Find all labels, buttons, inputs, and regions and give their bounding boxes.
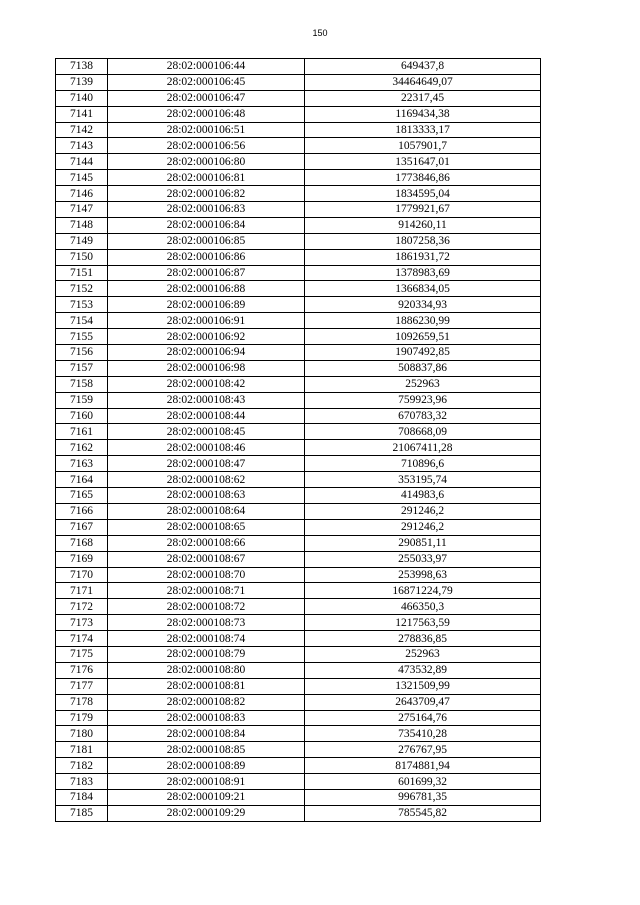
value-cell: 290851,11 bbox=[305, 535, 541, 551]
page-number: 150 bbox=[312, 28, 328, 38]
row-index-cell: 7177 bbox=[56, 678, 108, 694]
value-cell: 920334,93 bbox=[305, 297, 541, 313]
value-cell: 353195,74 bbox=[305, 472, 541, 488]
value-cell: 1351647,01 bbox=[305, 154, 541, 170]
row-index-cell: 7172 bbox=[56, 599, 108, 615]
table-row bbox=[56, 265, 541, 281]
cadastral-number-cell: 28:02:000108:89 bbox=[108, 758, 305, 774]
row-index-cell: 7183 bbox=[56, 774, 108, 790]
cadastral-number-cell: 28:02:000108:80 bbox=[108, 662, 305, 678]
table-row bbox=[56, 59, 541, 75]
row-index-cell: 7176 bbox=[56, 662, 108, 678]
cadastral-number-cell: 28:02:000106:81 bbox=[108, 170, 305, 186]
table-row bbox=[56, 567, 541, 583]
cadastral-number-cell: 28:02:000109:29 bbox=[108, 805, 305, 821]
value-cell: 22317,45 bbox=[305, 90, 541, 106]
cadastral-number-cell: 28:02:000108:85 bbox=[108, 742, 305, 758]
value-cell: 1834595,04 bbox=[305, 186, 541, 202]
cadastral-number-cell: 28:02:000108:71 bbox=[108, 583, 305, 599]
row-index-cell: 7152 bbox=[56, 281, 108, 297]
value-cell: 34464649,07 bbox=[305, 74, 541, 90]
value-cell: 1813333,17 bbox=[305, 122, 541, 138]
row-index-cell: 7143 bbox=[56, 138, 108, 154]
row-index-cell: 7146 bbox=[56, 186, 108, 202]
cadastral-number-cell: 28:02:000108:91 bbox=[108, 774, 305, 790]
value-cell: 1169434,38 bbox=[305, 106, 541, 122]
value-cell: 914260,11 bbox=[305, 217, 541, 233]
table-body bbox=[56, 59, 541, 822]
row-index-cell: 7182 bbox=[56, 758, 108, 774]
data-table bbox=[55, 58, 541, 822]
row-index-cell: 7169 bbox=[56, 551, 108, 567]
cadastral-number-cell: 28:02:000108:82 bbox=[108, 694, 305, 710]
cadastral-number-cell: 28:02:000106:48 bbox=[108, 106, 305, 122]
row-index-cell: 7145 bbox=[56, 170, 108, 186]
cadastral-number-cell: 28:02:000108:46 bbox=[108, 440, 305, 456]
cadastral-number-cell: 28:02:000106:56 bbox=[108, 138, 305, 154]
value-cell: 649437,8 bbox=[305, 59, 541, 75]
row-index-cell: 7162 bbox=[56, 440, 108, 456]
row-index-cell: 7178 bbox=[56, 694, 108, 710]
cadastral-number-cell: 28:02:000108:62 bbox=[108, 472, 305, 488]
cadastral-number-cell: 28:02:000106:87 bbox=[108, 265, 305, 281]
row-index-cell: 7175 bbox=[56, 646, 108, 662]
row-index-cell: 7185 bbox=[56, 805, 108, 821]
row-index-cell: 7151 bbox=[56, 265, 108, 281]
value-cell: 1907492,85 bbox=[305, 345, 541, 361]
table-row bbox=[56, 360, 541, 376]
table-row bbox=[56, 408, 541, 424]
cadastral-number-cell: 28:02:000106:44 bbox=[108, 59, 305, 75]
table-row bbox=[56, 551, 541, 567]
cadastral-number-cell: 28:02:000106:47 bbox=[108, 90, 305, 106]
value-cell: 2643709,47 bbox=[305, 694, 541, 710]
row-index-cell: 7158 bbox=[56, 376, 108, 392]
table-row bbox=[56, 662, 541, 678]
table-row bbox=[56, 90, 541, 106]
table-row bbox=[56, 678, 541, 694]
table-row bbox=[56, 599, 541, 615]
cadastral-number-cell: 28:02:000108:65 bbox=[108, 519, 305, 535]
value-cell: 21067411,28 bbox=[305, 440, 541, 456]
value-cell: 466350,3 bbox=[305, 599, 541, 615]
row-index-cell: 7141 bbox=[56, 106, 108, 122]
value-cell: 601699,32 bbox=[305, 774, 541, 790]
row-index-cell: 7164 bbox=[56, 472, 108, 488]
row-index-cell: 7163 bbox=[56, 456, 108, 472]
table-row bbox=[56, 297, 541, 313]
value-cell: 253998,63 bbox=[305, 567, 541, 583]
value-cell: 1217563,59 bbox=[305, 615, 541, 631]
row-index-cell: 7139 bbox=[56, 74, 108, 90]
table-row bbox=[56, 424, 541, 440]
row-index-cell: 7157 bbox=[56, 360, 108, 376]
table-row bbox=[56, 249, 541, 265]
value-cell: 276767,95 bbox=[305, 742, 541, 758]
row-index-cell: 7160 bbox=[56, 408, 108, 424]
table-row bbox=[56, 74, 541, 90]
table-row bbox=[56, 456, 541, 472]
value-cell: 278836,85 bbox=[305, 631, 541, 647]
table-row bbox=[56, 631, 541, 647]
table-row bbox=[56, 281, 541, 297]
row-index-cell: 7154 bbox=[56, 313, 108, 329]
table-row bbox=[56, 519, 541, 535]
cadastral-number-cell: 28:02:000108:45 bbox=[108, 424, 305, 440]
row-index-cell: 7150 bbox=[56, 249, 108, 265]
cadastral-number-cell: 28:02:000108:74 bbox=[108, 631, 305, 647]
row-index-cell: 7153 bbox=[56, 297, 108, 313]
row-index-cell: 7165 bbox=[56, 488, 108, 504]
table-row bbox=[56, 313, 541, 329]
table-row bbox=[56, 329, 541, 345]
row-index-cell: 7144 bbox=[56, 154, 108, 170]
row-index-cell: 7184 bbox=[56, 789, 108, 805]
table-row bbox=[56, 186, 541, 202]
cadastral-number-cell: 28:02:000108:72 bbox=[108, 599, 305, 615]
value-cell: 735410,28 bbox=[305, 726, 541, 742]
cadastral-number-cell: 28:02:000108:63 bbox=[108, 488, 305, 504]
cadastral-number-cell: 28:02:000106:84 bbox=[108, 217, 305, 233]
table-row bbox=[56, 122, 541, 138]
table-row bbox=[56, 233, 541, 249]
table-row bbox=[56, 615, 541, 631]
table-row bbox=[56, 789, 541, 805]
value-cell: 291246,2 bbox=[305, 503, 541, 519]
table-row bbox=[56, 440, 541, 456]
value-cell: 1321509,99 bbox=[305, 678, 541, 694]
row-index-cell: 7161 bbox=[56, 424, 108, 440]
cadastral-number-cell: 28:02:000108:44 bbox=[108, 408, 305, 424]
row-index-cell: 7138 bbox=[56, 59, 108, 75]
table-row bbox=[56, 535, 541, 551]
row-index-cell: 7159 bbox=[56, 392, 108, 408]
row-index-cell: 7140 bbox=[56, 90, 108, 106]
row-index-cell: 7167 bbox=[56, 519, 108, 535]
table-row bbox=[56, 392, 541, 408]
value-cell: 708668,09 bbox=[305, 424, 541, 440]
row-index-cell: 7155 bbox=[56, 329, 108, 345]
cadastral-number-cell: 28:02:000108:67 bbox=[108, 551, 305, 567]
value-cell: 8174881,94 bbox=[305, 758, 541, 774]
row-index-cell: 7173 bbox=[56, 615, 108, 631]
row-index-cell: 7170 bbox=[56, 567, 108, 583]
cadastral-number-cell: 28:02:000106:51 bbox=[108, 122, 305, 138]
value-cell: 255033,97 bbox=[305, 551, 541, 567]
table-row bbox=[56, 345, 541, 361]
table-row bbox=[56, 503, 541, 519]
cadastral-number-cell: 28:02:000106:45 bbox=[108, 74, 305, 90]
value-cell: 1773846,86 bbox=[305, 170, 541, 186]
table-row bbox=[56, 106, 541, 122]
value-cell: 414983,6 bbox=[305, 488, 541, 504]
value-cell: 670783,32 bbox=[305, 408, 541, 424]
value-cell: 252963 bbox=[305, 646, 541, 662]
value-cell: 1861931,72 bbox=[305, 249, 541, 265]
row-index-cell: 7181 bbox=[56, 742, 108, 758]
table-row bbox=[56, 774, 541, 790]
cadastral-number-cell: 28:02:000106:91 bbox=[108, 313, 305, 329]
cadastral-number-cell: 28:02:000108:73 bbox=[108, 615, 305, 631]
value-cell: 252963 bbox=[305, 376, 541, 392]
cadastral-number-cell: 28:02:000106:89 bbox=[108, 297, 305, 313]
value-cell: 785545,82 bbox=[305, 805, 541, 821]
value-cell: 710896,6 bbox=[305, 456, 541, 472]
table-row bbox=[56, 646, 541, 662]
cadastral-number-cell: 28:02:000108:83 bbox=[108, 710, 305, 726]
table-row bbox=[56, 758, 541, 774]
value-cell: 1378983,69 bbox=[305, 265, 541, 281]
cadastral-number-cell: 28:02:000108:70 bbox=[108, 567, 305, 583]
cadastral-number-cell: 28:02:000108:84 bbox=[108, 726, 305, 742]
cadastral-number-cell: 28:02:000108:42 bbox=[108, 376, 305, 392]
row-index-cell: 7171 bbox=[56, 583, 108, 599]
cadastral-number-cell: 28:02:000108:47 bbox=[108, 456, 305, 472]
cadastral-number-cell: 28:02:000108:64 bbox=[108, 503, 305, 519]
value-cell: 1092659,51 bbox=[305, 329, 541, 345]
cadastral-number-cell: 28:02:000106:92 bbox=[108, 329, 305, 345]
cadastral-number-cell: 28:02:000108:81 bbox=[108, 678, 305, 694]
table-row bbox=[56, 805, 541, 821]
value-cell: 759923,96 bbox=[305, 392, 541, 408]
table-row bbox=[56, 170, 541, 186]
row-index-cell: 7149 bbox=[56, 233, 108, 249]
row-index-cell: 7168 bbox=[56, 535, 108, 551]
value-cell: 473532,89 bbox=[305, 662, 541, 678]
cadastral-number-cell: 28:02:000106:82 bbox=[108, 186, 305, 202]
table-row bbox=[56, 472, 541, 488]
row-index-cell: 7180 bbox=[56, 726, 108, 742]
row-index-cell: 7174 bbox=[56, 631, 108, 647]
table-row bbox=[56, 202, 541, 218]
cadastral-number-cell: 28:02:000106:88 bbox=[108, 281, 305, 297]
cadastral-number-cell: 28:02:000106:94 bbox=[108, 345, 305, 361]
cadastral-number-cell: 28:02:000106:83 bbox=[108, 202, 305, 218]
row-index-cell: 7142 bbox=[56, 122, 108, 138]
cadastral-number-cell: 28:02:000108:66 bbox=[108, 535, 305, 551]
table-row bbox=[56, 138, 541, 154]
cadastral-number-cell: 28:02:000106:80 bbox=[108, 154, 305, 170]
row-index-cell: 7156 bbox=[56, 345, 108, 361]
row-index-cell: 7179 bbox=[56, 710, 108, 726]
table-row bbox=[56, 376, 541, 392]
row-index-cell: 7148 bbox=[56, 217, 108, 233]
row-index-cell: 7166 bbox=[56, 503, 108, 519]
table-row bbox=[56, 583, 541, 599]
value-cell: 1807258,36 bbox=[305, 233, 541, 249]
value-cell: 1886230,99 bbox=[305, 313, 541, 329]
cadastral-number-cell: 28:02:000109:21 bbox=[108, 789, 305, 805]
cadastral-number-cell: 28:02:000106:86 bbox=[108, 249, 305, 265]
value-cell: 1057901,7 bbox=[305, 138, 541, 154]
table-row bbox=[56, 488, 541, 504]
value-cell: 275164,76 bbox=[305, 710, 541, 726]
value-cell: 291246,2 bbox=[305, 519, 541, 535]
row-index-cell: 7147 bbox=[56, 202, 108, 218]
cadastral-number-cell: 28:02:000106:85 bbox=[108, 233, 305, 249]
cadastral-number-cell: 28:02:000106:98 bbox=[108, 360, 305, 376]
table-row bbox=[56, 694, 541, 710]
table-row bbox=[56, 726, 541, 742]
table-row bbox=[56, 742, 541, 758]
value-cell: 1366834,05 bbox=[305, 281, 541, 297]
cadastral-number-cell: 28:02:000108:43 bbox=[108, 392, 305, 408]
value-cell: 508837,86 bbox=[305, 360, 541, 376]
value-cell: 16871224,79 bbox=[305, 583, 541, 599]
cadastral-number-cell: 28:02:000108:79 bbox=[108, 646, 305, 662]
table-row bbox=[56, 154, 541, 170]
value-cell: 996781,35 bbox=[305, 789, 541, 805]
table-row bbox=[56, 710, 541, 726]
value-cell: 1779921,67 bbox=[305, 202, 541, 218]
table-row bbox=[56, 217, 541, 233]
